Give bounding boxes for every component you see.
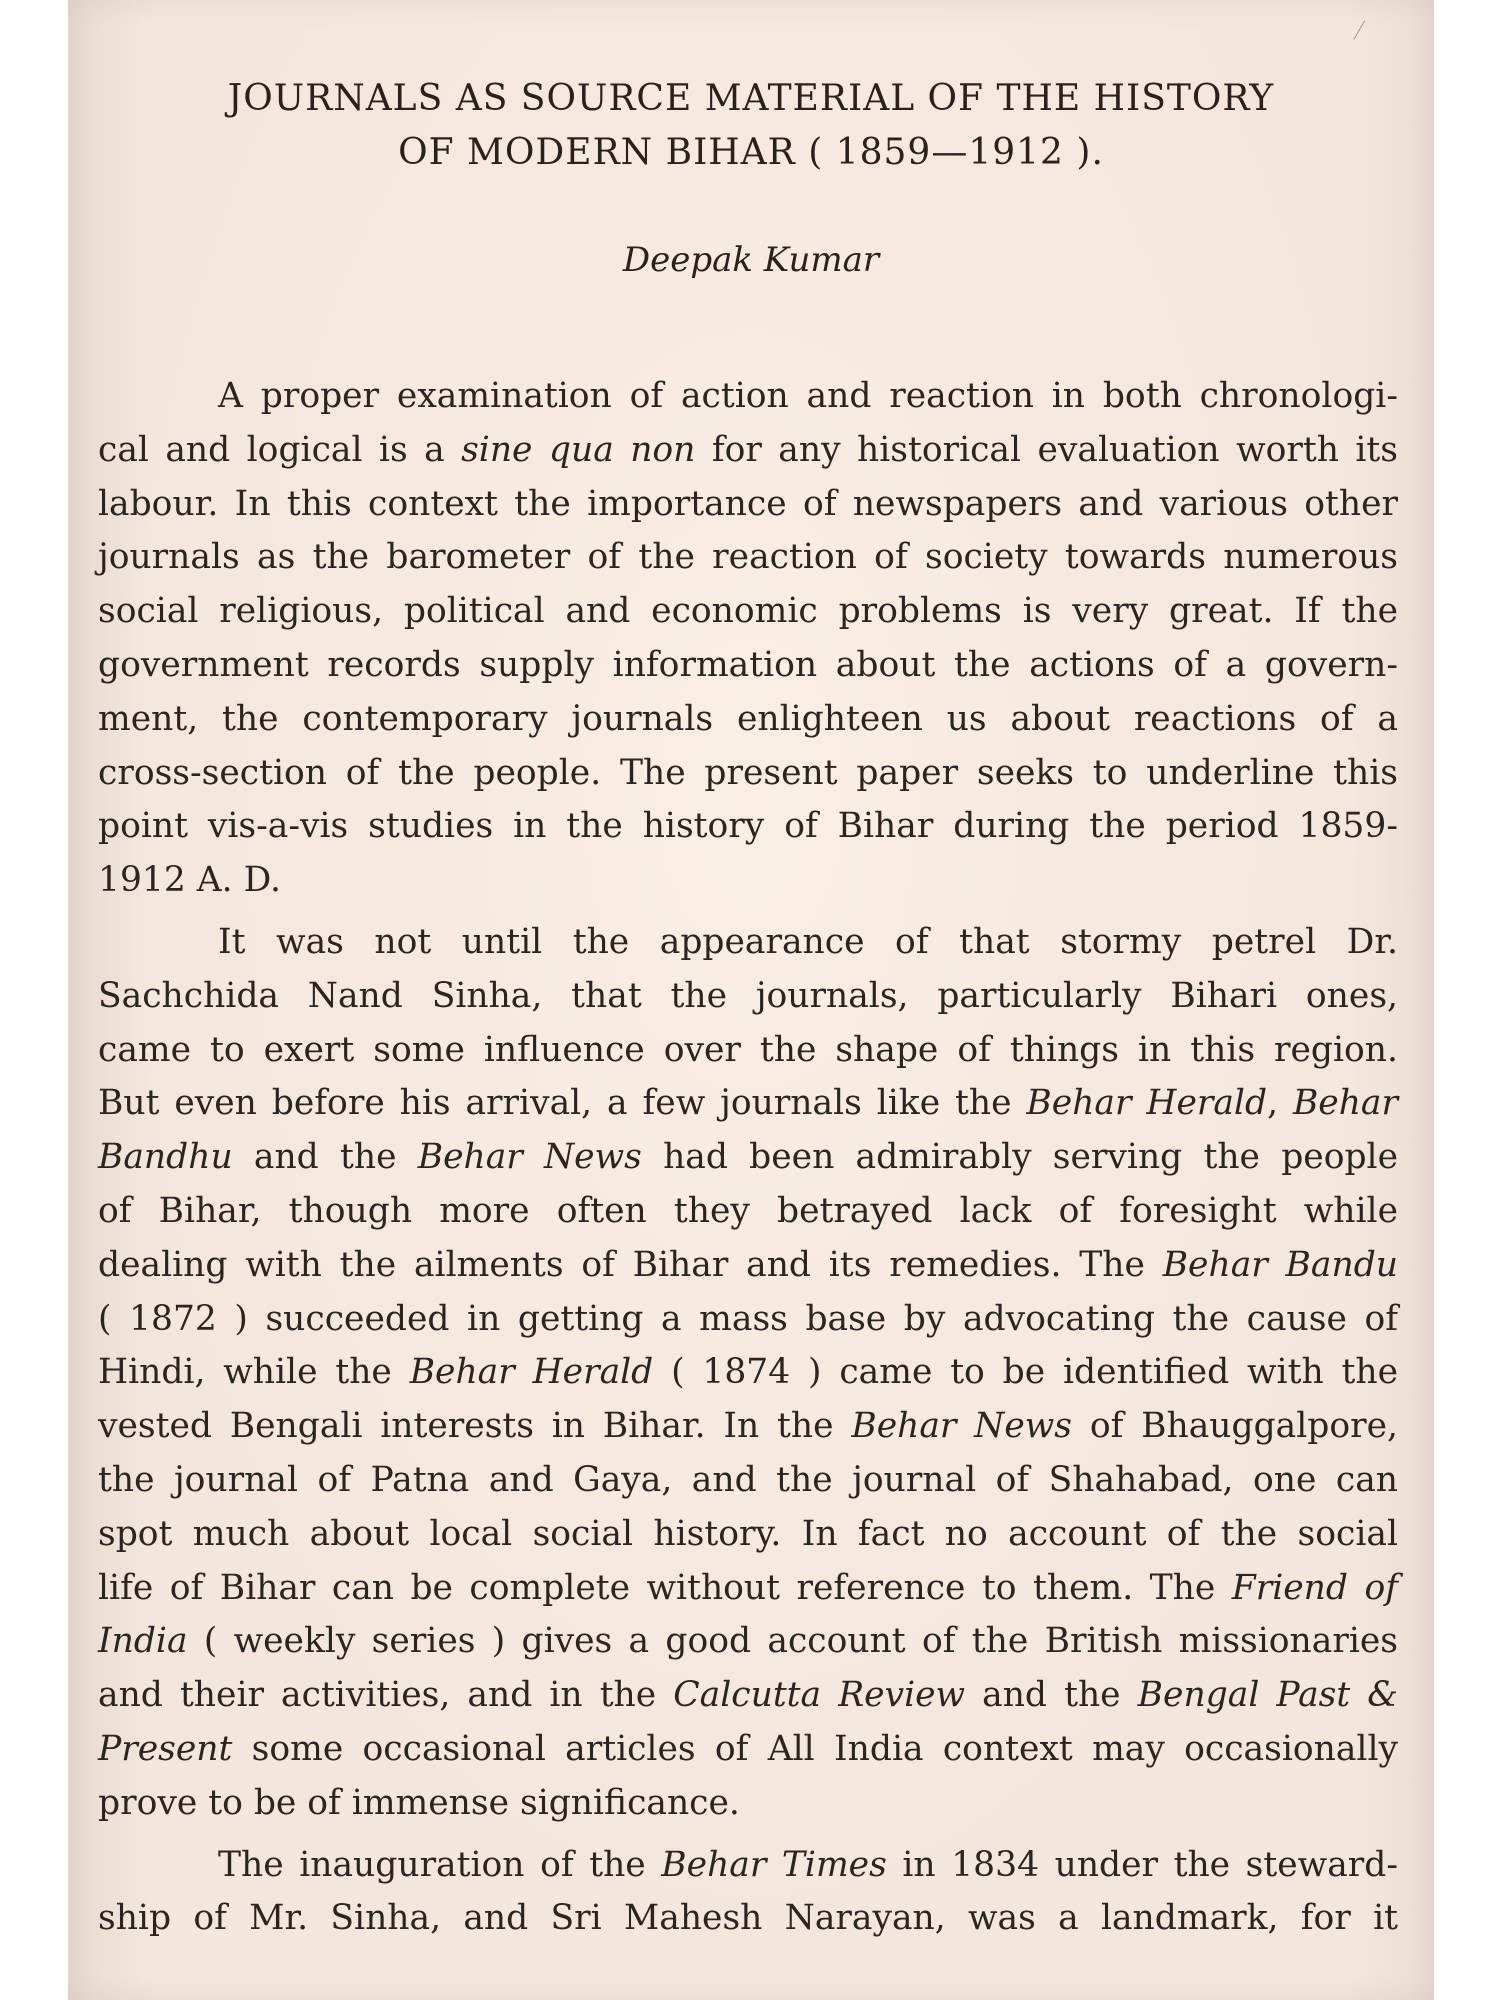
- journal-name: Bandhu: [98, 1137, 233, 1178]
- text-line: [98, 1669, 1398, 1723]
- text-run: vested Bengali interests in Bihar. In the: [98, 1406, 852, 1447]
- text-line: [98, 1839, 1398, 1893]
- text-line: spot much about local social history. In fact no account of the social: [98, 1513, 1398, 1554]
- journal-name: Behar: [1292, 1083, 1398, 1124]
- text-run: and the: [232, 1137, 418, 1178]
- text-line: ship of Mr. Sinha, and Sri Mahesh Narayan, was a landmark, for it: [98, 1898, 1398, 1939]
- italic-phrase: sine qua non: [461, 429, 696, 470]
- journal-name: Behar Times: [661, 1844, 887, 1885]
- journal-name: Present: [98, 1728, 233, 1769]
- journal-name: India: [98, 1621, 188, 1662]
- paragraph-2: [98, 916, 1398, 1831]
- text-run: had been admirably serving the people: [641, 1137, 1399, 1178]
- journal-name: Behar Herald: [409, 1352, 654, 1393]
- text-line: point vis-a-vis studies in the history of Bihar during the period 1859-: [98, 806, 1398, 847]
- text-run: and their activities, and in the: [98, 1675, 674, 1716]
- text-line: prove to be of immense significance.: [98, 1782, 740, 1823]
- text-line: [98, 1131, 1398, 1185]
- text-run: cal and logical is a: [98, 429, 462, 470]
- text-line: labour. In this context the importance of newspapers and various other: [98, 483, 1398, 524]
- journal-name: Behar News: [851, 1406, 1073, 1447]
- text-line: government records supply information about the actions of a govern-: [98, 644, 1398, 685]
- text-run: Hindi, while the: [98, 1352, 410, 1393]
- text-run: life of Bihar can be complete without reference to them. The: [98, 1567, 1232, 1608]
- journal-name: Behar Herald: [1026, 1083, 1268, 1124]
- article-title-line-1: JOURNALS AS SOURCE MATERIAL OF THE HISTORY: [227, 78, 1275, 119]
- text-line: cross-section of the people. The present paper seeks to underline this: [98, 752, 1398, 793]
- text-run: ( 1874 ) came to be identified with the: [653, 1352, 1398, 1393]
- article-author: Deepak Kumar: [622, 240, 880, 280]
- text-line: the journal of Patna and Gaya, and the journal of Shahabad, one can: [98, 1459, 1398, 1500]
- book-page: [68, 0, 1434, 2000]
- journal-name: Behar News: [417, 1137, 642, 1178]
- paragraph-1: [98, 370, 1398, 908]
- text-line: [98, 1615, 1398, 1669]
- text-run: in 1834 under the steward-: [886, 1844, 1398, 1885]
- journal-name: Behar Bandu: [1162, 1244, 1398, 1285]
- text-line: [98, 1400, 1398, 1454]
- text-run: ,: [1267, 1083, 1293, 1124]
- text-line: A proper examination of action and reaction in both chronologi-: [218, 376, 1398, 416]
- text-line: 1912 A. D.: [98, 860, 282, 901]
- text-line: [98, 1346, 1398, 1400]
- text-run: of Bhauggalpore,: [1072, 1406, 1399, 1447]
- text-run: But even before his arrival, a few journals like the: [98, 1083, 1027, 1124]
- text-line: social religious, political and economic problems is very great. If the: [98, 591, 1398, 632]
- pencil-mark: [1353, 20, 1375, 46]
- text-line: ment, the contemporary journals enlighteen us about reactions of a: [98, 698, 1398, 739]
- text-line: [98, 1562, 1398, 1616]
- text-line: [98, 424, 1398, 478]
- text-run: dealing with the ailments of Bihar and its remedies. The: [98, 1244, 1163, 1285]
- text-run: for any historical evaluation worth its: [695, 429, 1398, 470]
- text-run: ( weekly series ) gives a good account of the British missionaries: [187, 1621, 1398, 1662]
- text-run: and the: [965, 1675, 1138, 1716]
- paragraph-3: [98, 1839, 1398, 1947]
- text-line: It was not until the appearance of that stormy petrel Dr.: [218, 921, 1398, 962]
- text-run: some occasional articles of All India context may occasionally: [232, 1728, 1398, 1769]
- text-line: journals as the barometer of the reaction of society towards numerous: [98, 537, 1398, 578]
- text-line: [98, 1723, 1398, 1777]
- article-body: [98, 370, 1398, 1946]
- journal-name: Bengal Past &: [1137, 1675, 1399, 1716]
- text-line: [98, 1077, 1398, 1131]
- journal-name: Calcutta Review: [673, 1675, 966, 1716]
- text-line: ( 1872 ) succeeded in getting a mass base by advocating the cause of: [98, 1298, 1398, 1339]
- text-run: The inauguration of the: [218, 1844, 662, 1885]
- journal-name: Friend of: [1231, 1567, 1398, 1608]
- text-line: of Bihar, though more often they betrayed lack of foresight while: [98, 1190, 1398, 1231]
- article-title-line-2: OF MODERN BIHAR ( 1859—1912 ).: [398, 132, 1104, 173]
- text-line: Sachchida Nand Sinha, that the journals, particularly Bihari ones,: [98, 975, 1398, 1016]
- text-line: came to exert some influence over the shape of things in this region.: [98, 1029, 1398, 1070]
- text-line: [98, 1239, 1398, 1293]
